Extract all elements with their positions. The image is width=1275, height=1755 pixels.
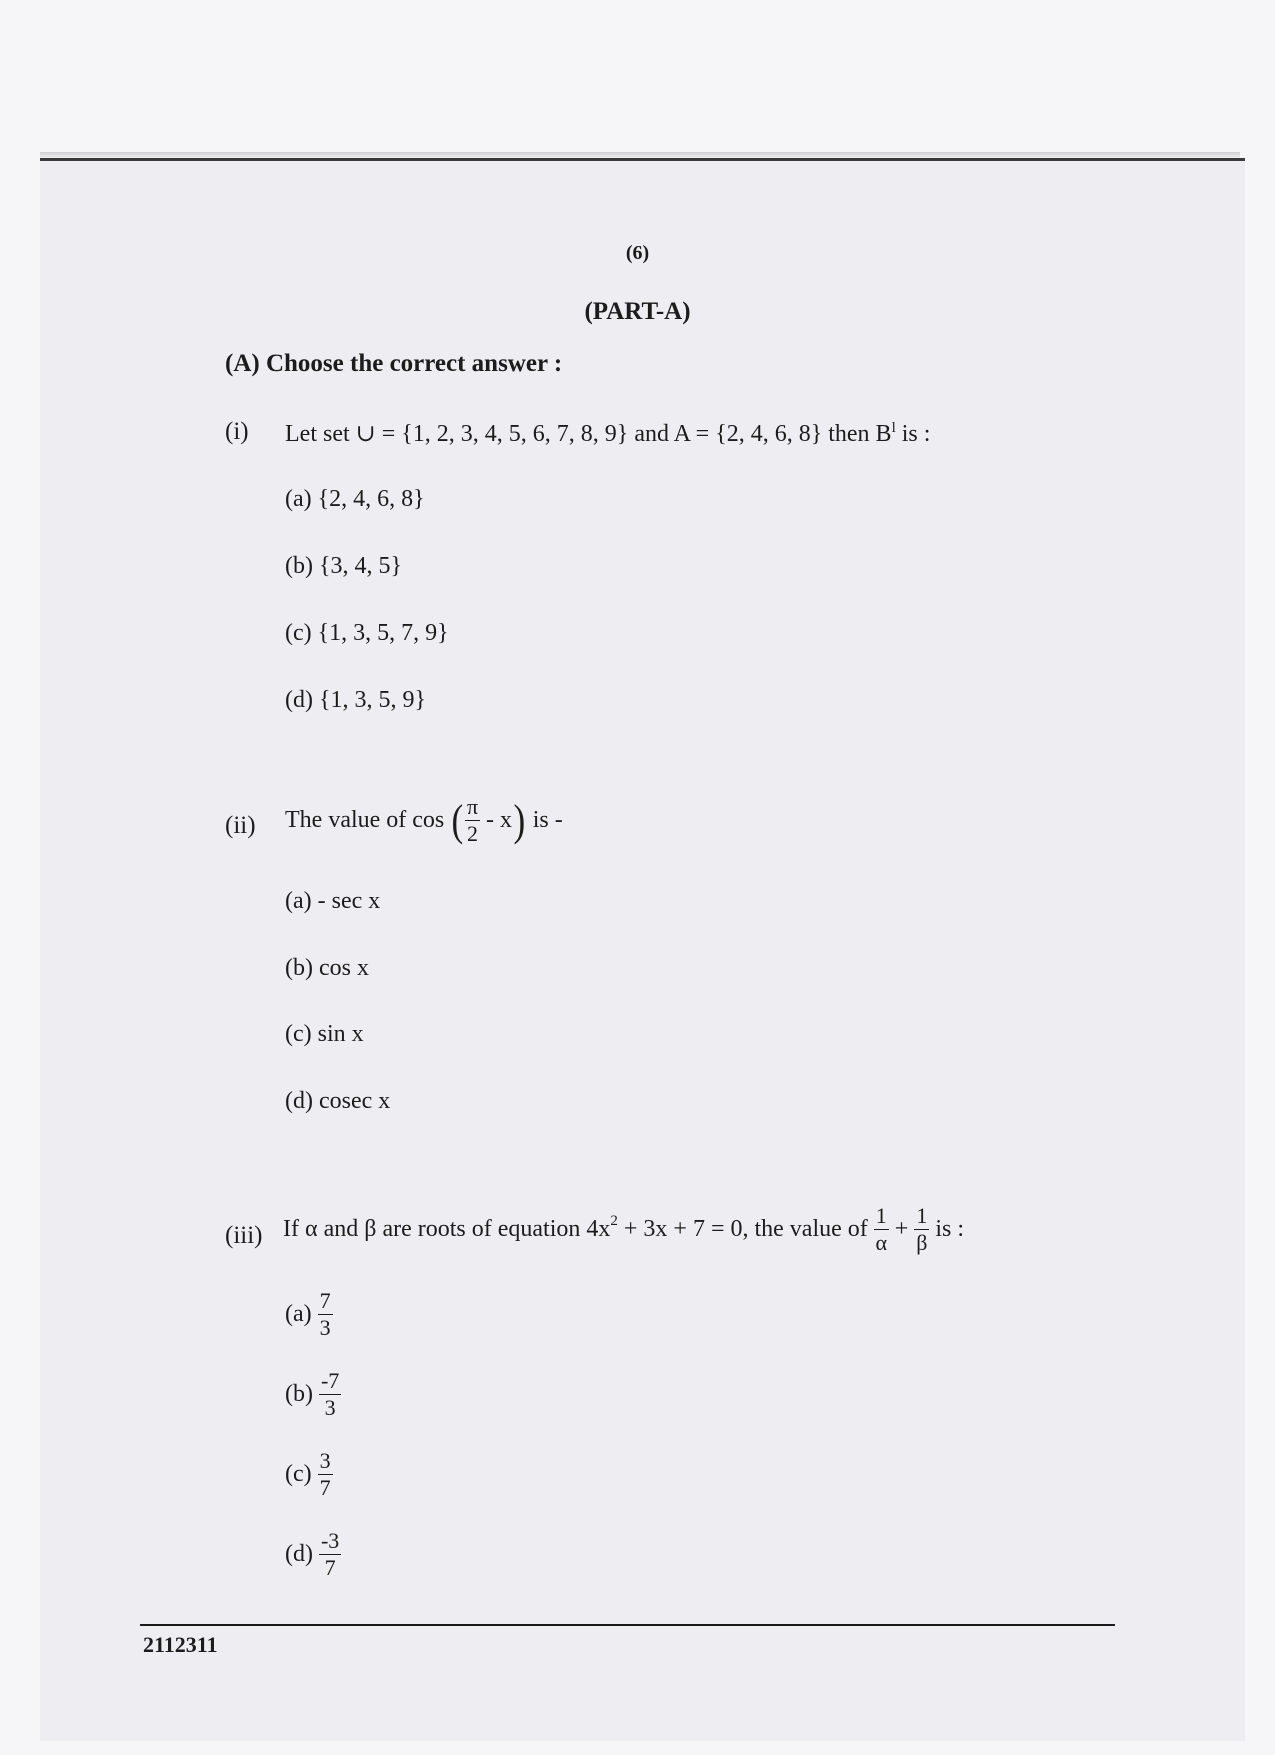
- option-a: (a) {2, 4, 6, 8}: [285, 486, 425, 512]
- question-number: (ii): [225, 812, 256, 839]
- option-b: (b) cos x: [285, 955, 369, 981]
- option-b: (b) $\frac{-7}{3}$: [285, 1368, 340, 1420]
- union-symbol: ∪: [355, 421, 376, 447]
- option-b: (b) {3, 4, 5}: [285, 553, 403, 579]
- option-a: (a) $\frac{7}{3}$: [285, 1288, 331, 1340]
- question-3-text: If α and β are roots of equation $4x^2 + 3x + 7 = 0$, the value of $\frac{1}{\alpha}$ + $\frac{1}{\beta}$ is :: [283, 1203, 964, 1255]
- question-number: (iii): [225, 1222, 263, 1249]
- question-1: [225, 418, 249, 446]
- option-d: (d) $\frac{-3}{7}$: [285, 1528, 340, 1580]
- option-c: (c) sin x: [285, 1021, 364, 1047]
- footer-code: 2112311: [143, 1632, 218, 1657]
- question-1-text: Let set ∪ = {1, 2, 3, 4, 5, 6, 7, 8, 9} and A = {2, 4, 6, 8} then $B^l$ is :: [285, 420, 931, 447]
- part-title: (PART-A): [584, 298, 691, 325]
- section-heading: (A) Choose the correct answer :: [225, 350, 563, 377]
- option-d: (d) cosec x: [285, 1088, 391, 1114]
- option-c: (c) $\frac{3}{7}$: [285, 1448, 331, 1500]
- one-over-alpha: $\frac{1}{\alpha}$: [875, 1203, 888, 1255]
- page-number: (6): [625, 242, 650, 264]
- one-over-beta: $\frac{1}{\beta}$: [916, 1203, 928, 1255]
- option-a: (a) - sec x: [285, 888, 381, 914]
- option-c: (c) {1, 3, 5, 7, 9}: [285, 620, 449, 646]
- pi-over-two-fraction: $\frac{\pi}{2}$: [466, 794, 479, 846]
- footer-rule: [140, 1624, 1115, 1626]
- question-2-text: The value of cos ( $\frac{\pi}{2}$ - x) is -: [285, 794, 563, 846]
- exam-page: [40, 158, 1245, 1741]
- question-number: (i): [225, 418, 249, 445]
- option-d: (d) {1, 3, 5, 9}: [285, 687, 427, 713]
